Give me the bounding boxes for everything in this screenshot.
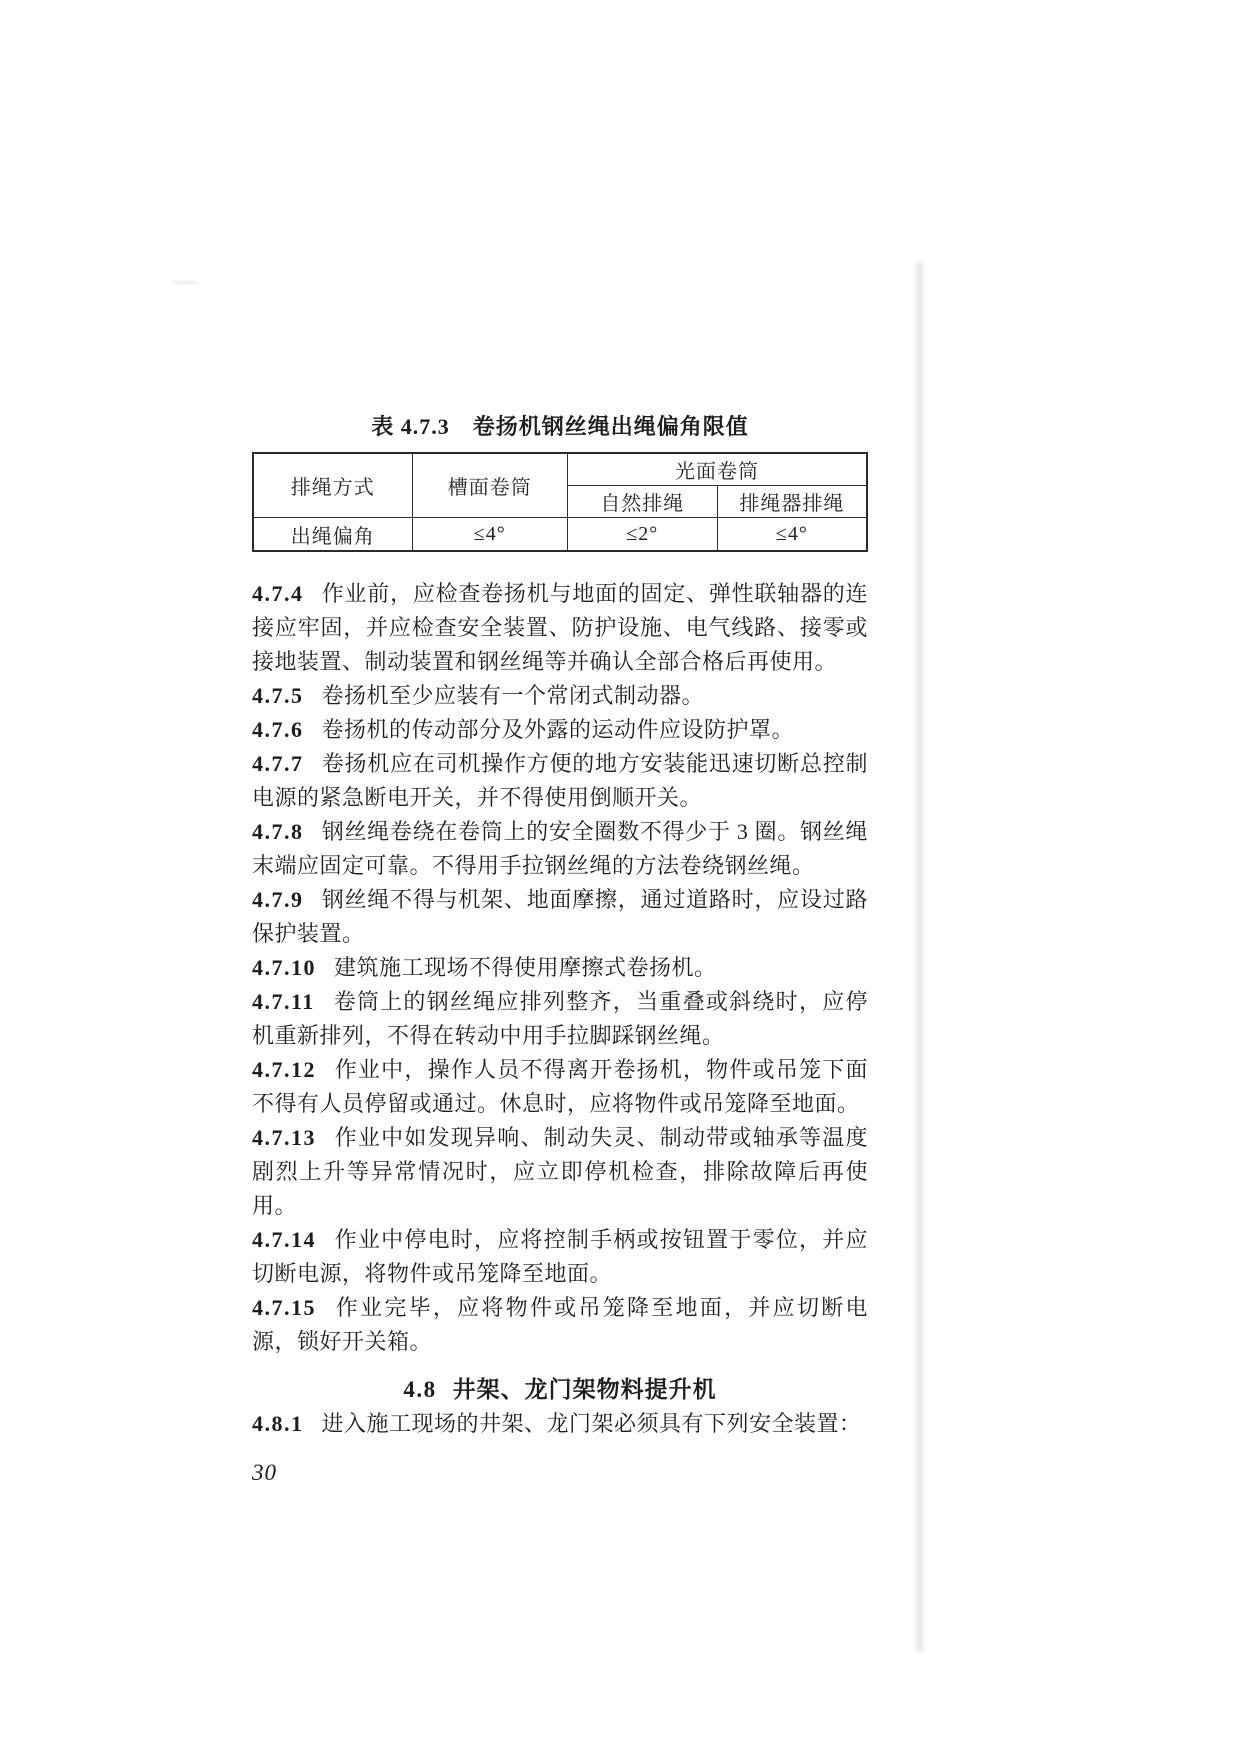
clause-4-7-8 (252, 815, 868, 883)
clause-4-7-12 (252, 1053, 868, 1121)
clause-number: 4.7.11 (252, 989, 315, 1014)
clause-text: 钢丝绳卷绕在卷筒上的安全圈数不得少于 3 圈。钢丝绳末端应固定可靠。不得用手拉钢丝绳的方法卷绕钢丝绳。 (252, 819, 868, 878)
clause-number: 4.7.8 (252, 819, 304, 844)
header-cell-device-spooling: 排绳器排绳 (717, 486, 867, 518)
clause-text: 建筑施工现场不得使用摩擦式卷扬机。 (334, 955, 717, 980)
clause-number: 4.7.14 (252, 1227, 316, 1252)
scan-artifact-streak (916, 262, 923, 1652)
clause-text: 作业完毕，应将物件或吊笼降至地面，并应切断电源，锁好开关箱。 (252, 1295, 868, 1354)
clause-4-7-10 (252, 951, 868, 985)
clause-4-7-9 (252, 883, 868, 951)
clause-4-7-14 (252, 1223, 868, 1291)
table-data-row (253, 518, 867, 552)
clause-4-8-1 (252, 1407, 868, 1441)
clause-4-7-4 (252, 577, 868, 679)
clause-number: 4.7.13 (252, 1125, 316, 1150)
section-title: 井架、龙门架物料提升机 (452, 1377, 717, 1402)
clause-number: 4.7.12 (252, 1057, 316, 1082)
clause-text: 作业前，应检查卷扬机与地面的固定、弹性联轴器的连接应牢固，并应检查安全装置、防护设施、电气线路、接零或接地装置、制动装置和钢丝绳等并确认全部合格后再使用。 (252, 581, 868, 674)
clause-number: 4.7.7 (252, 751, 304, 776)
data-cell-natural-value: ≤2° (567, 518, 717, 552)
clause-text: 卷扬机的传动部分及外露的运动件应设防护罩。 (321, 717, 795, 742)
clause-4-7-13 (252, 1121, 868, 1223)
clause-text: 卷扬机至少应装有一个常闭式制动器。 (321, 683, 705, 708)
clause-number: 4.7.4 (252, 581, 304, 606)
section-number: 4.8 (403, 1377, 437, 1402)
scan-artifact-mark (172, 281, 198, 284)
clause-number: 4.7.6 (252, 717, 304, 742)
data-cell-device-value: ≤4° (717, 518, 867, 552)
clause-number: 4.7.9 (252, 887, 304, 912)
header-cell-smooth-drum: 光面卷筒 (567, 453, 867, 486)
clause-text: 作业中，操作人员不得离开卷扬机，物件或吊笼下面不得有人员停留或通过。休息时，应将物件或吊笼降至地面。 (252, 1057, 868, 1116)
clause-text: 作业中停电时，应将控制手柄或按钮置于零位，并应切断电源，将物件或吊笼降至地面。 (252, 1227, 868, 1286)
clause-number: 4.8.1 (252, 1411, 304, 1436)
data-cell-label: 出绳偏角 (253, 518, 412, 552)
data-cell-grooved-value: ≤4° (412, 518, 567, 552)
clause-text: 进入施工现场的井架、龙门架必须具有下列安全装置： (321, 1411, 862, 1436)
clause-number: 4.7.15 (252, 1295, 316, 1320)
clause-text: 作业中如发现异响、制动失灵、制动带或轴承等温度剧烈上升等异常情况时，应立即停机检查，排除故障后再使用。 (252, 1125, 868, 1218)
clause-text: 卷筒上的钢丝绳应排列整齐，当重叠或斜绕时，应停机重新排列，不得在转动中用手拉脚踩钢丝绳。 (252, 989, 868, 1048)
clause-4-7-15 (252, 1291, 868, 1359)
page-content (252, 412, 868, 1490)
table-title: 表 4.7.3 卷扬机钢丝绳出绳偏角限值 (371, 414, 749, 439)
clause-number: 4.7.10 (252, 955, 316, 980)
header-cell-grooved-drum: 槽面卷筒 (412, 453, 567, 518)
clause-number: 4.7.5 (252, 683, 304, 708)
clause-4-7-7 (252, 747, 868, 815)
clause-4-7-5 (252, 679, 868, 713)
clause-4-7-6 (252, 713, 868, 747)
clause-text: 钢丝绳不得与机架、地面摩擦，通过道路时，应设过路保护装置。 (252, 887, 868, 946)
clause-4-7-11 (252, 985, 868, 1053)
table-header-row-1 (253, 453, 867, 486)
section-heading-4-8 (252, 1373, 868, 1407)
header-cell-natural-spooling: 自然排绳 (567, 486, 717, 518)
clause-text: 卷扬机应在司机操作方便的地方安装能迅速切断总控制电源的紧急断电开关，并不得使用倒顺开关。 (252, 751, 868, 810)
page-number: 30 (252, 1460, 277, 1485)
header-cell-row-method: 排绳方式 (253, 453, 412, 518)
rope-deflection-angle-table (252, 452, 868, 552)
